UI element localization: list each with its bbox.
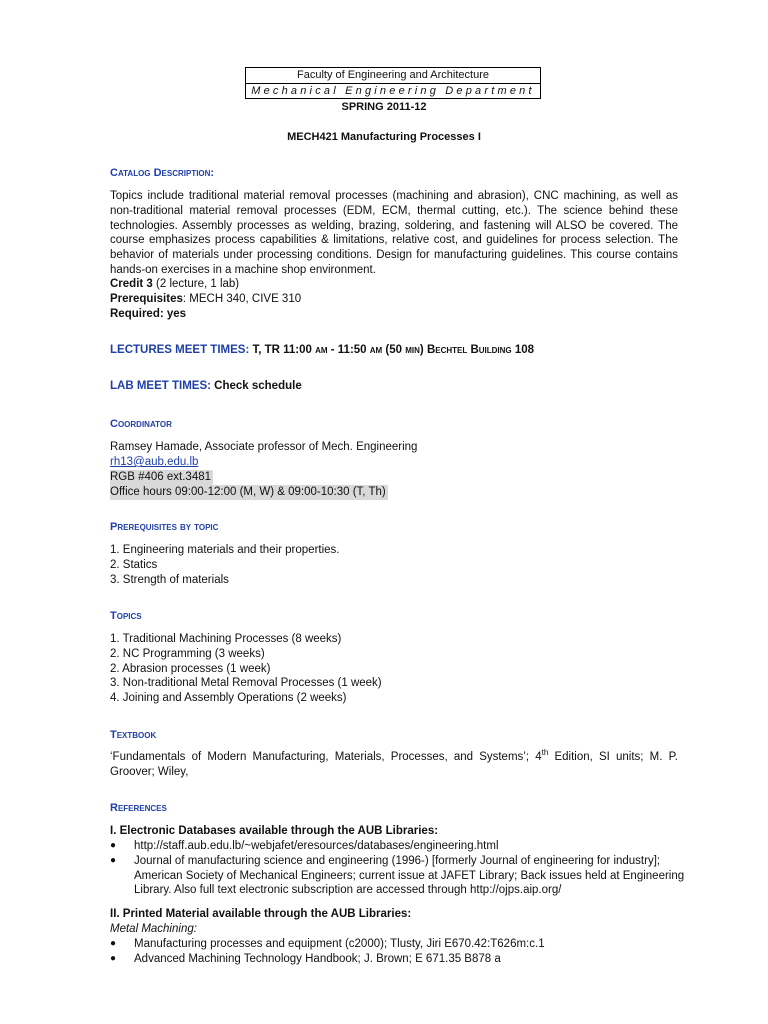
list-item: 3. Non-traditional Metal Removal Processes (1 week)	[110, 677, 382, 690]
lectures-meet-times	[110, 344, 534, 356]
list-item: 2. Abrasion processes (1 week)	[110, 662, 271, 675]
list-item	[110, 854, 690, 898]
list-item: 3. Strength of materials	[110, 573, 229, 586]
lectures-am-start: am	[315, 344, 328, 356]
lectures-end: - 11:50	[327, 344, 370, 356]
prereq-value: : MECH 340, CIVE 310	[182, 293, 302, 305]
coordinator-office: RGB #406 ext.3481	[110, 471, 212, 483]
semester: SPRING 2011-12	[341, 101, 427, 113]
textbook-heading: Textbook	[110, 729, 157, 741]
coordinator-email-line	[110, 455, 678, 470]
coordinator-email-link[interactable]: rh13@aub.edu.lb	[110, 456, 199, 468]
coordinator-office-line	[110, 470, 678, 485]
list-item: 1. Traditional Machining Processes (8 weeks)	[110, 633, 342, 645]
list-item: 2. NC Programming (3 weeks)	[110, 647, 265, 660]
credit-line	[110, 277, 678, 292]
lectures-room: 108	[511, 344, 535, 356]
textbook-title: ‘Fundamentals of Modern Manufacturing, Materials, Processes, and Systems’; 4	[110, 751, 542, 763]
bullet-icon: ●	[110, 854, 117, 866]
lab-label: LAB MEET TIMES:	[110, 380, 211, 392]
printed-subheading: Metal Machining:	[110, 923, 197, 935]
list-item: 1. Engineering materials and their properties.	[110, 544, 340, 556]
references-heading: References	[110, 802, 167, 814]
topics-list	[110, 632, 678, 706]
lectures-close: )	[419, 344, 427, 356]
course-title: MECH421 Manufacturing Processes I	[287, 131, 481, 143]
textbook-rest: Edition, SI units; M. P. Groover; Wiley,	[110, 751, 679, 778]
coordinator-heading: Coordinator	[110, 418, 172, 430]
reference-url[interactable]: http://staff.aub.edu.lb/~webjafet/eresources/databases/engineering.html	[134, 840, 499, 852]
bullet-icon: ●	[110, 938, 117, 949]
list-item	[110, 952, 690, 967]
reference-journal: Journal of manufacturing science and engineering (1996-) [formerly Journal of engineering for industry]; American Society of Mechanical Engineers; current issue at JAFET Library; Back issues held at Engineering Library. Also full text electronic subscription are accessed through http://ojps.aip.org/	[134, 854, 685, 897]
prereq-topics-list	[110, 543, 678, 587]
coordinator-hours: Office hours 09:00-12:00 (M, W) & 09:00-10:30 (T, Th)	[110, 486, 386, 498]
printed-reference: Manufacturing processes and equipment (c2000); Tlusty, Jiri E670.42:T626m:c.1	[134, 938, 545, 950]
coordinator-name: Ramsey Hamade, Associate professor of Mech. Engineering	[110, 441, 418, 453]
coordinator-hours-line	[110, 485, 678, 500]
printed-reference: Advanced Machining Technology Handbook; J. Brown; E 671.35 B878 a	[134, 952, 501, 965]
prereq-topics-heading: Prerequisites by topic	[110, 521, 219, 533]
lectures-am-end: am	[369, 344, 383, 356]
textbook-text	[110, 750, 678, 780]
catalog-heading: Catalog Description:	[110, 167, 215, 179]
list-item: 2. Statics	[110, 558, 158, 571]
lectures-label: LECTURES MEET TIMES:	[110, 344, 250, 356]
lab-value: Check schedule	[210, 380, 302, 392]
department-name: Mechanical Engineering Department	[251, 85, 535, 97]
lectures-days: T, TR 11:00	[249, 344, 316, 356]
required-line: Required: yes	[110, 308, 187, 320]
lectures-duration: (50	[382, 344, 406, 356]
list-item: 4. Joining and Assembly Operations (2 weeks)	[110, 692, 347, 705]
printed-material-heading: II. Printed Material available through the AUB Libraries:	[110, 908, 412, 920]
credit-label: Credit 3	[110, 278, 153, 290]
topics-heading: Topics	[110, 610, 142, 622]
bullet-icon: ●	[110, 952, 117, 964]
lab-meet-times	[110, 380, 302, 392]
bullet-icon: ●	[110, 840, 117, 851]
list-item	[110, 937, 690, 952]
lectures-min: min	[405, 344, 420, 356]
prerequisites-line	[110, 292, 678, 307]
printed-material-list	[110, 937, 690, 967]
electronic-db-list	[110, 839, 690, 898]
header-box	[245, 67, 541, 99]
faculty-name: Faculty of Engineering and Architecture	[246, 68, 540, 84]
list-item	[110, 839, 690, 854]
electronic-db-heading: I. Electronic Databases available through the AUB Libraries:	[110, 825, 439, 837]
prereq-label: Prerequisites	[110, 293, 183, 305]
credit-detail: (2 lecture, 1 lab)	[152, 278, 240, 290]
textbook-edition-sup: th	[541, 748, 549, 758]
lectures-building: Bechtel Building	[426, 344, 512, 356]
catalog-description: Topics include traditional material removal processes (machining and abrasion), CNC machining, as well as non-traditional material removal processes (EDM, ECM, thermal cutting, etc.). The science behind these technologies. Assembly processes as welding, brazing, soldering, and fastening will ALSO be covered. The course emphasizes process capabilities & limitations, relative cost, and guidelines for process selection. The behavior of materials under processing conditions. Design for manufacturing guidelines. This course contains hands-on exercises in a machine shop environment.	[110, 190, 678, 276]
